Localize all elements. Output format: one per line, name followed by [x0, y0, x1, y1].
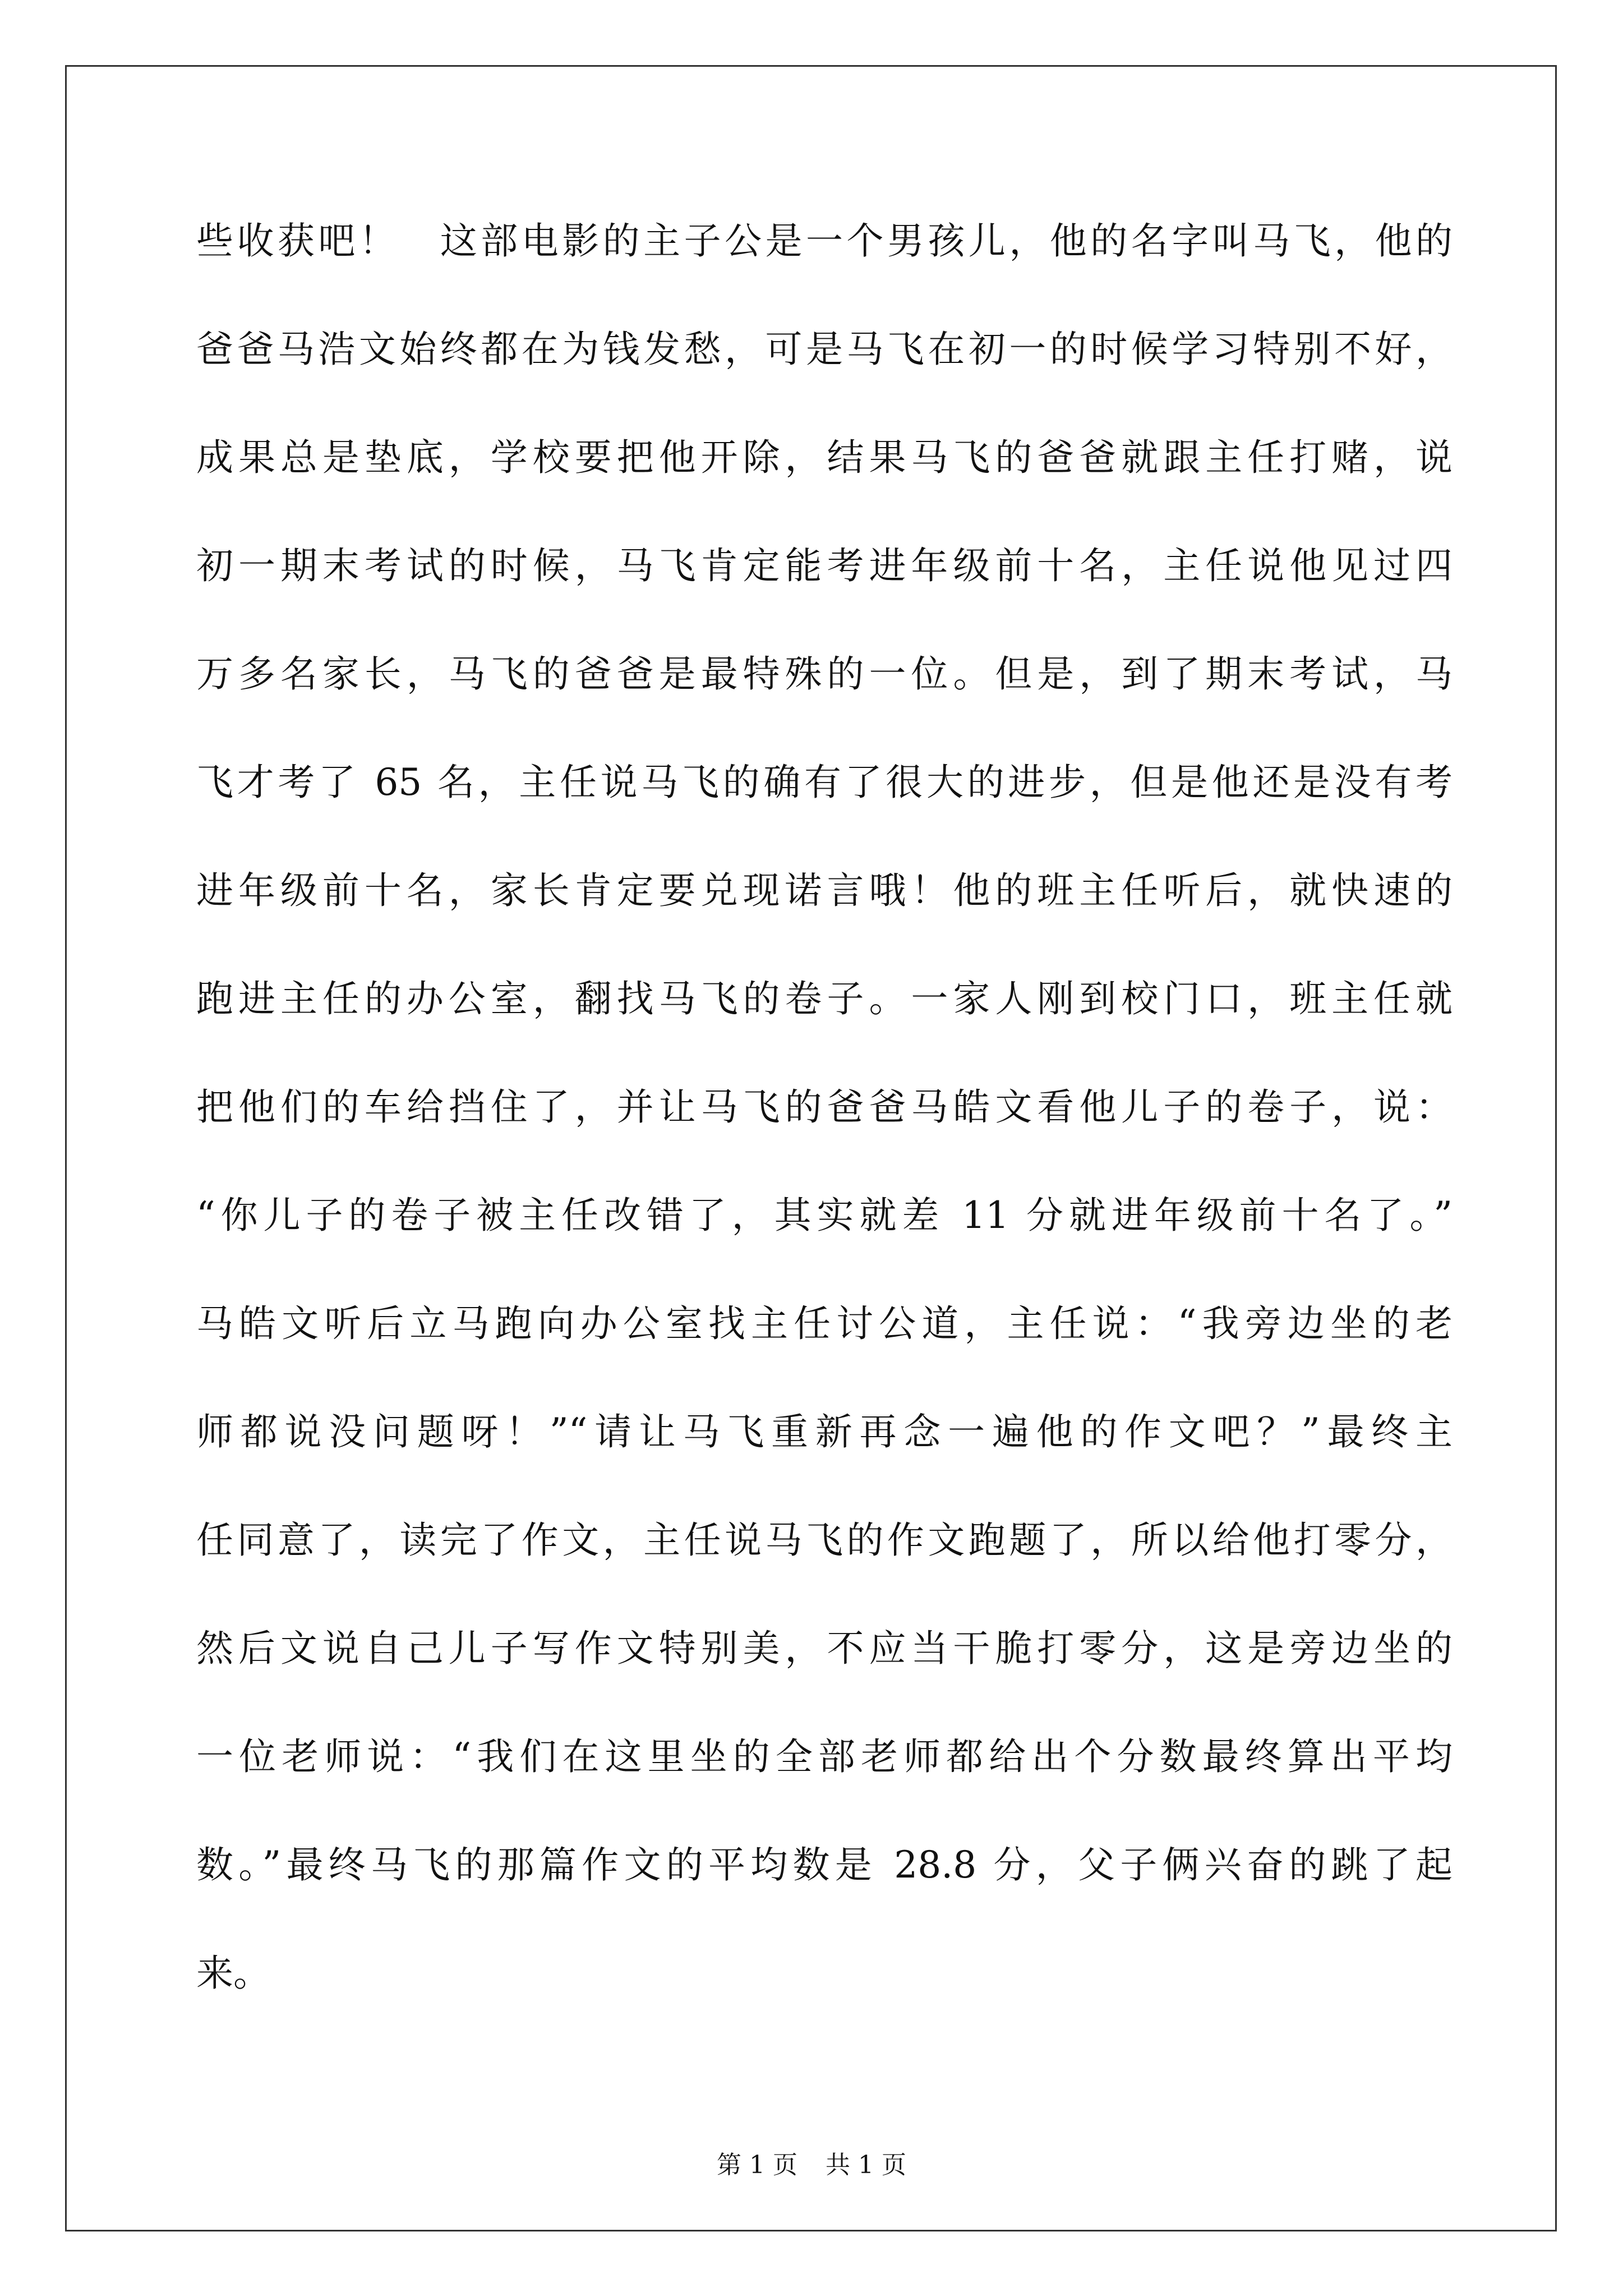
text-line: 飞才考了 65 名，主任说马飞的确有了很大的进步，但是他还是没有考	[196, 761, 1453, 804]
page-number: 第 1 页	[717, 2151, 797, 2179]
text-line: 任同意了，读完了作文，主任说马飞的作文跑题了，所以给他打零分，	[196, 1519, 1453, 1562]
text-line: 师都说没问题呀！”“请让马飞重新再念一遍他的作文吧？”最终主	[196, 1410, 1453, 1453]
page-footer	[0, 2150, 1623, 2181]
text-line: 跑进主任的办公室，翻找马飞的卷子。一家人刚到校门口，班主任就	[196, 977, 1453, 1020]
text-line: 成果总是垫底，学校要把他开除，结果马飞的爸爸就跟主任打赌，说	[196, 436, 1453, 479]
text-line: 万多名家长，马飞的爸爸是最特殊的一位。但是，到了期末考试，马	[196, 652, 1453, 696]
page-total: 共 1 页	[826, 2151, 906, 2179]
text-line: 初一期末考试的时候，马飞肯定能考进年级前十名，主任说他见过四	[196, 544, 1453, 587]
document-body	[196, 219, 1453, 2059]
text-line: “你儿子的卷子被主任改错了，其实就差 11 分就进年级前十名了。”	[196, 1194, 1453, 1237]
text-line: 进年级前十名，家长肯定要兑现诺言哦！他的班主任听后，就快速的	[196, 869, 1453, 912]
text-line: 一位老师说：“我们在这里坐的全部老师都给出个分数最终算出平均	[196, 1735, 1453, 1778]
text-line: 马皓文听后立马跑向办公室找主任讨公道，主任说：“我旁边坐的老	[196, 1302, 1453, 1345]
text-line: 爸爸马浩文始终都在为钱发愁，可是马飞在初一的时候学习特别不好，	[196, 328, 1453, 371]
text-line: 把他们的车给挡住了，并让马飞的爸爸马皓文看他儿子的卷子，说：	[196, 1085, 1453, 1129]
text-line: 些收获吧！ 这部电影的主子公是一个男孩儿，他的名字叫马飞，他的	[196, 219, 1453, 263]
text-line: 数。”最终马飞的那篇作文的平均数是 28.8 分，父子俩兴奋的跳了起	[196, 1843, 1453, 1887]
text-line: 来。	[196, 1952, 270, 1995]
text-line: 然后文说自己儿子写作文特别美，不应当干脆打零分，这是旁边坐的	[196, 1627, 1453, 1670]
